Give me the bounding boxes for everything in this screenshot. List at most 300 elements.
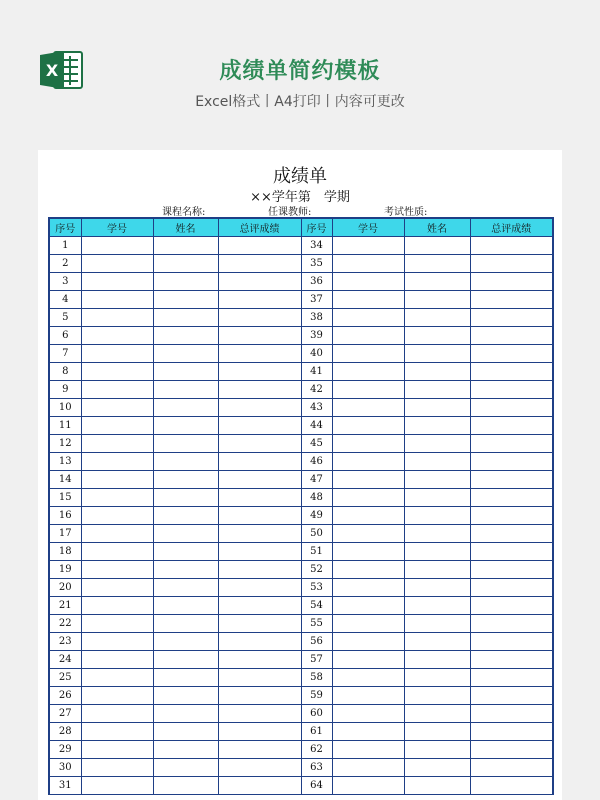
table-row xyxy=(49,723,553,741)
table-row xyxy=(49,759,553,777)
student-id-cell[interactable] xyxy=(81,561,153,579)
table-row xyxy=(49,543,553,561)
table-row xyxy=(49,687,553,705)
seq-cell: 7 xyxy=(49,345,81,363)
score-cell[interactable] xyxy=(218,687,301,705)
table-row xyxy=(49,399,553,417)
student-name-cell[interactable] xyxy=(404,669,470,687)
student-id-cell[interactable] xyxy=(332,417,404,435)
student-name-cell[interactable] xyxy=(153,705,218,723)
seq-cell: 18 xyxy=(49,543,81,561)
student-id-cell[interactable] xyxy=(332,237,404,255)
seq-cell: 42 xyxy=(301,381,332,399)
promo-title: 成绩单简约模板 xyxy=(219,59,381,84)
promo-subtitle: Excel格式丨A4打印丨内容可更改 xyxy=(195,94,405,110)
student-id-cell[interactable] xyxy=(81,507,153,525)
seq-cell: 1 xyxy=(49,237,81,255)
seq-cell: 3 xyxy=(49,273,81,291)
seq-cell: 41 xyxy=(301,363,332,381)
score-cell[interactable] xyxy=(218,309,301,327)
score-cell[interactable] xyxy=(470,363,553,381)
seq-cell: 40 xyxy=(301,345,332,363)
student-name-cell[interactable] xyxy=(404,723,470,741)
student-name-cell[interactable] xyxy=(404,291,470,309)
header-score-left: 总评成绩 xyxy=(218,218,301,237)
table-row xyxy=(49,435,553,453)
score-cell[interactable] xyxy=(470,327,553,345)
student-id-cell[interactable] xyxy=(81,741,153,759)
student-name-cell[interactable] xyxy=(404,579,470,597)
score-cell[interactable] xyxy=(470,471,553,489)
student-name-cell[interactable] xyxy=(153,471,218,489)
grade-table-body xyxy=(49,237,553,795)
seq-cell: 34 xyxy=(301,237,332,255)
table-row xyxy=(49,579,553,597)
student-name-cell[interactable] xyxy=(404,615,470,633)
student-id-cell[interactable] xyxy=(81,237,153,255)
score-cell[interactable] xyxy=(218,237,301,255)
student-name-cell[interactable] xyxy=(404,381,470,399)
seq-cell: 54 xyxy=(301,597,332,615)
seq-cell: 50 xyxy=(301,525,332,543)
table-row xyxy=(49,345,553,363)
seq-cell: 28 xyxy=(49,723,81,741)
seq-cell: 51 xyxy=(301,543,332,561)
seq-cell: 48 xyxy=(301,489,332,507)
student-id-cell[interactable] xyxy=(332,489,404,507)
score-cell[interactable] xyxy=(470,543,553,561)
score-cell[interactable] xyxy=(470,381,553,399)
student-name-cell[interactable] xyxy=(153,687,218,705)
student-name-cell[interactable] xyxy=(153,291,218,309)
seq-cell: 2 xyxy=(49,255,81,273)
student-name-cell[interactable] xyxy=(153,399,218,417)
score-cell[interactable] xyxy=(470,435,553,453)
seq-cell: 49 xyxy=(301,507,332,525)
student-id-cell[interactable] xyxy=(332,291,404,309)
student-id-cell[interactable] xyxy=(332,525,404,543)
student-id-cell[interactable] xyxy=(81,381,153,399)
student-name-cell[interactable] xyxy=(404,651,470,669)
student-name-cell[interactable] xyxy=(153,759,218,777)
student-id-cell[interactable] xyxy=(332,741,404,759)
seq-cell: 12 xyxy=(49,435,81,453)
table-row xyxy=(49,327,553,345)
grade-sheet xyxy=(38,150,562,800)
score-cell[interactable] xyxy=(470,399,553,417)
student-name-cell[interactable] xyxy=(153,309,218,327)
score-cell[interactable] xyxy=(218,345,301,363)
table-row xyxy=(49,777,553,795)
student-id-cell[interactable] xyxy=(81,633,153,651)
student-id-cell[interactable] xyxy=(332,669,404,687)
student-id-cell[interactable] xyxy=(81,417,153,435)
student-name-cell[interactable] xyxy=(153,453,218,471)
score-cell[interactable] xyxy=(218,381,301,399)
seq-cell: 59 xyxy=(301,687,332,705)
student-name-cell[interactable] xyxy=(404,417,470,435)
seq-cell: 55 xyxy=(301,615,332,633)
student-id-cell[interactable] xyxy=(332,363,404,381)
student-name-cell[interactable] xyxy=(153,651,218,669)
seq-cell: 22 xyxy=(49,615,81,633)
student-id-cell[interactable] xyxy=(332,309,404,327)
student-name-cell[interactable] xyxy=(153,345,218,363)
seq-cell: 25 xyxy=(49,669,81,687)
table-row xyxy=(49,363,553,381)
student-name-cell[interactable] xyxy=(153,597,218,615)
student-name-cell[interactable] xyxy=(404,687,470,705)
score-cell[interactable] xyxy=(218,291,301,309)
score-cell[interactable] xyxy=(218,489,301,507)
table-row xyxy=(49,615,553,633)
student-id-cell[interactable] xyxy=(332,471,404,489)
student-name-cell[interactable] xyxy=(153,507,218,525)
score-cell[interactable] xyxy=(218,669,301,687)
score-cell[interactable] xyxy=(218,759,301,777)
seq-cell: 15 xyxy=(49,489,81,507)
score-cell[interactable] xyxy=(218,777,301,795)
teacher-label: 任课教师: xyxy=(268,207,312,218)
student-id-cell[interactable] xyxy=(81,579,153,597)
seq-cell: 10 xyxy=(49,399,81,417)
student-id-cell[interactable] xyxy=(81,471,153,489)
header-name-right: 姓名 xyxy=(404,218,470,237)
table-row xyxy=(49,507,553,525)
student-name-cell[interactable] xyxy=(404,525,470,543)
grade-table xyxy=(48,217,554,795)
header-seq-right: 序号 xyxy=(301,218,332,237)
header-student-id-left: 学号 xyxy=(81,218,153,237)
score-cell[interactable] xyxy=(218,471,301,489)
score-cell[interactable] xyxy=(470,507,553,525)
student-id-cell[interactable] xyxy=(332,759,404,777)
student-id-cell[interactable] xyxy=(81,291,153,309)
student-id-cell[interactable] xyxy=(81,777,153,795)
student-id-cell[interactable] xyxy=(332,345,404,363)
table-row xyxy=(49,417,553,435)
table-row xyxy=(49,291,553,309)
table-row xyxy=(49,453,553,471)
table-row xyxy=(49,381,553,399)
score-cell[interactable] xyxy=(218,327,301,345)
seq-cell: 27 xyxy=(49,705,81,723)
student-name-cell[interactable] xyxy=(153,327,218,345)
seq-cell: 58 xyxy=(301,669,332,687)
exam-type-label: 考试性质: xyxy=(384,207,428,218)
document-subtitle: ××学年第 学期 xyxy=(250,190,350,205)
score-cell[interactable] xyxy=(470,345,553,363)
student-name-cell[interactable] xyxy=(153,525,218,543)
score-cell[interactable] xyxy=(470,237,553,255)
header-name-left: 姓名 xyxy=(153,218,218,237)
table-row xyxy=(49,471,553,489)
seq-cell: 36 xyxy=(301,273,332,291)
student-name-cell[interactable] xyxy=(404,345,470,363)
student-id-cell[interactable] xyxy=(81,723,153,741)
seq-cell: 56 xyxy=(301,633,332,651)
score-cell[interactable] xyxy=(470,291,553,309)
student-id-cell[interactable] xyxy=(332,327,404,345)
student-id-cell[interactable] xyxy=(332,579,404,597)
student-id-cell[interactable] xyxy=(332,687,404,705)
student-name-cell[interactable] xyxy=(404,273,470,291)
score-cell[interactable] xyxy=(470,579,553,597)
student-name-cell[interactable] xyxy=(153,777,218,795)
student-name-cell[interactable] xyxy=(404,507,470,525)
score-cell[interactable] xyxy=(218,741,301,759)
student-id-cell[interactable] xyxy=(81,255,153,273)
student-name-cell[interactable] xyxy=(404,759,470,777)
student-id-cell[interactable] xyxy=(332,705,404,723)
seq-cell: 60 xyxy=(301,705,332,723)
student-id-cell[interactable] xyxy=(81,327,153,345)
table-header-row xyxy=(49,218,553,237)
score-cell[interactable] xyxy=(470,615,553,633)
seq-cell: 8 xyxy=(49,363,81,381)
student-id-cell[interactable] xyxy=(332,255,404,273)
student-id-cell[interactable] xyxy=(332,651,404,669)
student-name-cell[interactable] xyxy=(404,489,470,507)
seq-cell: 6 xyxy=(49,327,81,345)
student-id-cell[interactable] xyxy=(332,435,404,453)
student-name-cell[interactable] xyxy=(153,363,218,381)
seq-cell: 35 xyxy=(301,255,332,273)
table-row xyxy=(49,705,553,723)
student-name-cell[interactable] xyxy=(404,561,470,579)
table-row xyxy=(49,651,553,669)
seq-cell: 23 xyxy=(49,633,81,651)
student-name-cell[interactable] xyxy=(153,273,218,291)
student-name-cell[interactable] xyxy=(153,741,218,759)
score-cell[interactable] xyxy=(218,615,301,633)
seq-cell: 52 xyxy=(301,561,332,579)
score-cell[interactable] xyxy=(470,309,553,327)
student-id-cell[interactable] xyxy=(332,507,404,525)
score-cell[interactable] xyxy=(470,417,553,435)
score-cell[interactable] xyxy=(470,525,553,543)
header-student-id-right: 学号 xyxy=(332,218,404,237)
score-cell[interactable] xyxy=(470,723,553,741)
score-cell[interactable] xyxy=(218,633,301,651)
student-name-cell[interactable] xyxy=(153,633,218,651)
student-name-cell[interactable] xyxy=(153,489,218,507)
student-id-cell[interactable] xyxy=(332,615,404,633)
student-id-cell[interactable] xyxy=(81,543,153,561)
score-cell[interactable] xyxy=(218,597,301,615)
student-name-cell[interactable] xyxy=(404,633,470,651)
table-row xyxy=(49,597,553,615)
seq-cell: 64 xyxy=(301,777,332,795)
student-name-cell[interactable] xyxy=(153,561,218,579)
seq-cell: 16 xyxy=(49,507,81,525)
document-title: 成绩单 xyxy=(273,166,327,187)
student-id-cell[interactable] xyxy=(332,273,404,291)
student-id-cell[interactable] xyxy=(81,399,153,417)
score-cell[interactable] xyxy=(470,255,553,273)
seq-cell: 11 xyxy=(49,417,81,435)
seq-cell: 19 xyxy=(49,561,81,579)
score-cell[interactable] xyxy=(218,417,301,435)
seq-cell: 21 xyxy=(49,597,81,615)
table-row xyxy=(49,561,553,579)
score-cell[interactable] xyxy=(470,633,553,651)
seq-cell: 38 xyxy=(301,309,332,327)
score-cell[interactable] xyxy=(218,543,301,561)
student-id-cell[interactable] xyxy=(332,633,404,651)
student-name-cell[interactable] xyxy=(404,543,470,561)
score-cell[interactable] xyxy=(218,507,301,525)
seq-cell: 24 xyxy=(49,651,81,669)
seq-cell: 4 xyxy=(49,291,81,309)
seq-cell: 9 xyxy=(49,381,81,399)
score-cell[interactable] xyxy=(470,705,553,723)
seq-cell: 62 xyxy=(301,741,332,759)
student-id-cell[interactable] xyxy=(81,345,153,363)
student-name-cell[interactable] xyxy=(404,399,470,417)
student-name-cell[interactable] xyxy=(404,597,470,615)
student-id-cell[interactable] xyxy=(81,489,153,507)
seq-cell: 26 xyxy=(49,687,81,705)
student-id-cell[interactable] xyxy=(332,399,404,417)
student-name-cell[interactable] xyxy=(153,237,218,255)
table-row xyxy=(49,273,553,291)
seq-cell: 61 xyxy=(301,723,332,741)
score-cell[interactable] xyxy=(470,453,553,471)
student-name-cell[interactable] xyxy=(404,237,470,255)
student-name-cell[interactable] xyxy=(404,327,470,345)
promo-header xyxy=(0,0,600,150)
score-cell[interactable] xyxy=(218,453,301,471)
score-cell[interactable] xyxy=(218,561,301,579)
student-id-cell[interactable] xyxy=(81,759,153,777)
student-name-cell[interactable] xyxy=(153,669,218,687)
table-row xyxy=(49,309,553,327)
score-cell[interactable] xyxy=(218,723,301,741)
score-cell[interactable] xyxy=(218,525,301,543)
score-cell[interactable] xyxy=(218,363,301,381)
score-cell[interactable] xyxy=(470,759,553,777)
seq-cell: 47 xyxy=(301,471,332,489)
seq-cell: 14 xyxy=(49,471,81,489)
student-id-cell[interactable] xyxy=(332,561,404,579)
score-cell[interactable] xyxy=(470,561,553,579)
score-cell[interactable] xyxy=(470,651,553,669)
student-name-cell[interactable] xyxy=(404,435,470,453)
student-id-cell[interactable] xyxy=(81,453,153,471)
student-id-cell[interactable] xyxy=(81,363,153,381)
table-row xyxy=(49,255,553,273)
seq-cell: 37 xyxy=(301,291,332,309)
seq-cell: 45 xyxy=(301,435,332,453)
table-row xyxy=(49,489,553,507)
student-name-cell[interactable] xyxy=(153,615,218,633)
student-id-cell[interactable] xyxy=(332,381,404,399)
student-name-cell[interactable] xyxy=(153,543,218,561)
header-score-right: 总评成绩 xyxy=(470,218,553,237)
seq-cell: 39 xyxy=(301,327,332,345)
student-name-cell[interactable] xyxy=(404,255,470,273)
score-cell[interactable] xyxy=(470,273,553,291)
student-id-cell[interactable] xyxy=(81,687,153,705)
score-cell[interactable] xyxy=(218,579,301,597)
student-id-cell[interactable] xyxy=(81,615,153,633)
score-cell[interactable] xyxy=(470,777,553,795)
excel-logo-letter: X xyxy=(45,61,59,80)
student-name-cell[interactable] xyxy=(404,705,470,723)
header-seq-left: 序号 xyxy=(49,218,81,237)
table-row xyxy=(49,741,553,759)
score-cell[interactable] xyxy=(218,255,301,273)
student-id-cell[interactable] xyxy=(81,273,153,291)
table-row xyxy=(49,237,553,255)
score-cell[interactable] xyxy=(218,705,301,723)
seq-cell: 43 xyxy=(301,399,332,417)
seq-cell: 46 xyxy=(301,453,332,471)
student-name-cell[interactable] xyxy=(153,435,218,453)
seq-cell: 5 xyxy=(49,309,81,327)
student-name-cell[interactable] xyxy=(153,723,218,741)
score-cell[interactable] xyxy=(470,669,553,687)
seq-cell: 63 xyxy=(301,759,332,777)
student-name-cell[interactable] xyxy=(153,417,218,435)
student-id-cell[interactable] xyxy=(81,309,153,327)
student-id-cell[interactable] xyxy=(81,525,153,543)
student-id-cell[interactable] xyxy=(81,705,153,723)
student-name-cell[interactable] xyxy=(153,381,218,399)
seq-cell: 20 xyxy=(49,579,81,597)
score-cell[interactable] xyxy=(470,489,553,507)
student-name-cell[interactable] xyxy=(153,255,218,273)
seq-cell: 29 xyxy=(49,741,81,759)
student-id-cell[interactable] xyxy=(332,723,404,741)
student-name-cell[interactable] xyxy=(404,741,470,759)
table-row xyxy=(49,633,553,651)
score-cell[interactable] xyxy=(218,435,301,453)
student-name-cell[interactable] xyxy=(404,471,470,489)
student-name-cell[interactable] xyxy=(404,777,470,795)
student-id-cell[interactable] xyxy=(81,435,153,453)
seq-cell: 44 xyxy=(301,417,332,435)
student-name-cell[interactable] xyxy=(404,309,470,327)
student-id-cell[interactable] xyxy=(332,543,404,561)
student-id-cell[interactable] xyxy=(332,597,404,615)
student-id-cell[interactable] xyxy=(81,651,153,669)
seq-cell: 53 xyxy=(301,579,332,597)
seq-cell: 57 xyxy=(301,651,332,669)
student-name-cell[interactable] xyxy=(404,453,470,471)
student-name-cell[interactable] xyxy=(404,363,470,381)
student-id-cell[interactable] xyxy=(332,777,404,795)
score-cell[interactable] xyxy=(218,651,301,669)
student-id-cell[interactable] xyxy=(81,597,153,615)
score-cell[interactable] xyxy=(470,687,553,705)
seq-cell: 17 xyxy=(49,525,81,543)
score-cell[interactable] xyxy=(470,597,553,615)
seq-cell: 30 xyxy=(49,759,81,777)
table-row xyxy=(49,525,553,543)
student-id-cell[interactable] xyxy=(81,669,153,687)
score-cell[interactable] xyxy=(218,273,301,291)
seq-cell: 13 xyxy=(49,453,81,471)
table-row xyxy=(49,669,553,687)
course-name-label: 课程名称: xyxy=(162,207,206,218)
score-cell[interactable] xyxy=(218,399,301,417)
student-id-cell[interactable] xyxy=(332,453,404,471)
seq-cell: 31 xyxy=(49,777,81,795)
student-name-cell[interactable] xyxy=(153,579,218,597)
score-cell[interactable] xyxy=(470,741,553,759)
